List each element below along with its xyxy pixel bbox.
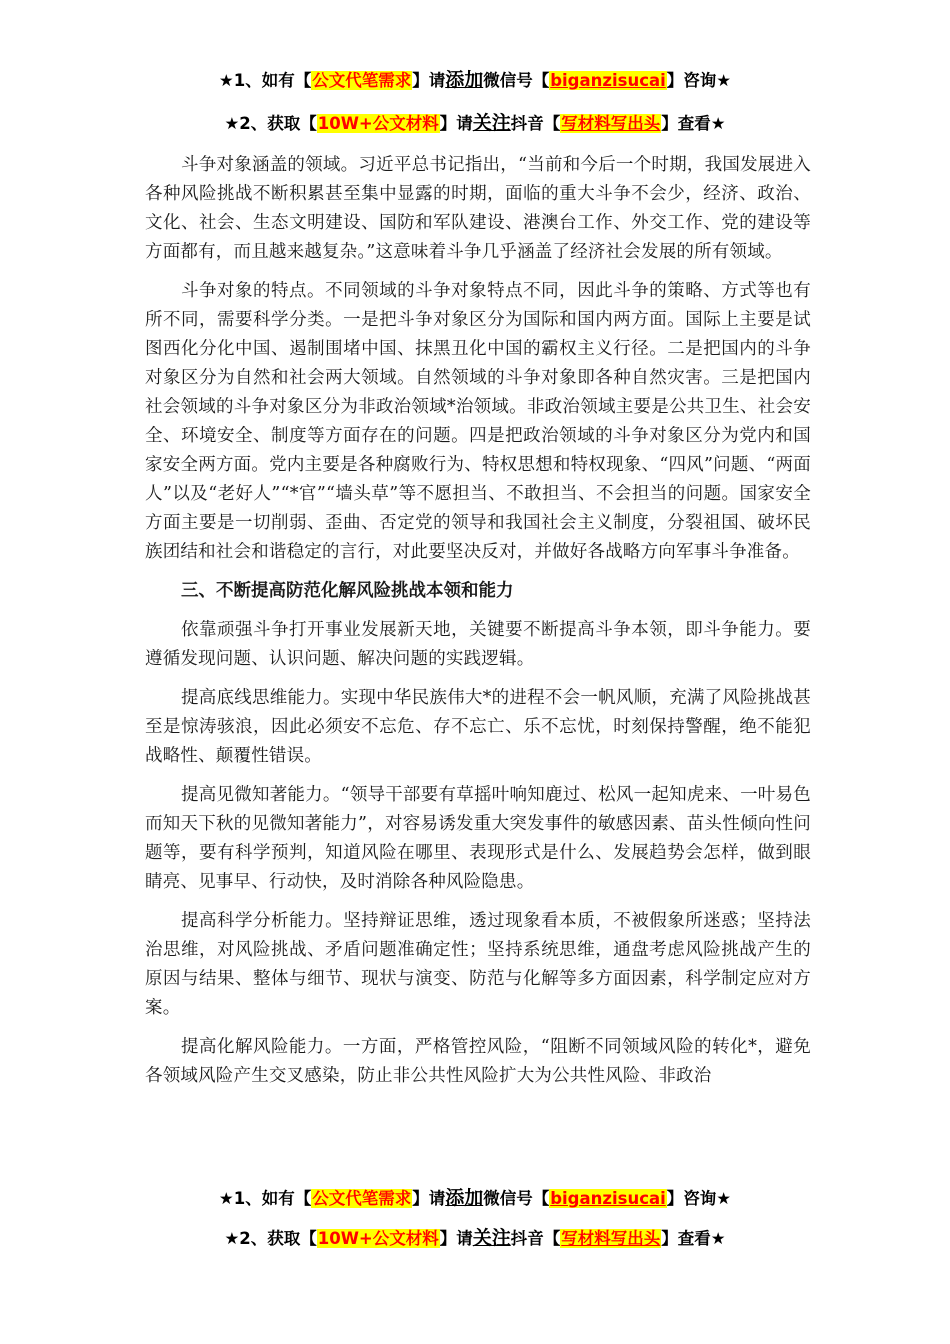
footer-line-2-suffix: 】查看★ (661, 1229, 726, 1248)
footer-line-1-prefix: ★1、如有【 (218, 1189, 312, 1208)
banner-line-2-suffix: 】查看★ (661, 114, 726, 133)
footer-emphasis-add: 添加 (445, 1187, 484, 1209)
highlight-materials: 10W+公文材料 (317, 114, 439, 133)
paragraph-foresight: 提高见微知著能力。“领导干部要有草摇叶响知鹿过、松风一起知虎来、一叶易色而知天下秋的见微知著能力”，对容易诱发重大突发事件的敏感因素、苗头性倾向性问题等，要有科学预判，知道风险在哪里、表现形式是什么、发展趋势会怎样，做到眼睛亮、见事早、行动快，及时消除各种风险隐患。 (145, 785, 811, 892)
footer-emphasis-follow: 关注 (472, 1227, 511, 1249)
footer-highlight-ghostwriting: 公文代笔需求 (312, 1189, 412, 1208)
footer-banner-line-2 (0, 1226, 950, 1251)
highlight-ghostwriting: 公文代笔需求 (312, 71, 412, 90)
paragraph-risk-resolution: 提高化解风险能力。一方面，严格管控风险，“阻断不同领域风险的转化*，避免各领域风险产生交叉感染，防止非公共性风险扩大为公共性风险、非政治 (145, 1037, 811, 1086)
footer-line-2-mid2: 抖音【 (510, 1229, 561, 1248)
banner-line-2-mid: 】请 (439, 114, 473, 133)
footer-douyin-account-link[interactable]: 写材料写出头 (561, 1229, 661, 1248)
document-body (145, 151, 811, 1101)
paragraph-bottom-line-thinking: 提高底线思维能力。实现中华民族伟大*的进程不会一帆风顺，充满了风险挑战甚至是惊涛骇浪，因此必须安不忘危、存不忘亡、乐不忘忧，时刻保持警醒，绝不能犯战略性、颠覆性错误。 (145, 688, 811, 766)
emphasis-add: 添加 (445, 69, 484, 91)
footer-wechat-id-link[interactable]: biganzisucai (550, 1189, 666, 1208)
footer-line-1-mid2: 微信号【 (483, 1189, 550, 1208)
emphasis-follow: 关注 (472, 112, 511, 134)
douyin-account-link[interactable]: 写材料写出头 (561, 114, 661, 133)
paragraph-scientific-analysis: 提高科学分析能力。坚持辩证思维，透过现象看本质，不被假象所迷惑；坚持法治思维，对风险挑战、矛盾问题准确定性；坚持系统思维，通盘考虑风险挑战产生的原因与结果、整体与细节、现状与演变、防范与化解等多方面因素，科学制定应对方案。 (145, 911, 811, 1018)
banner-line-1-prefix: ★1、如有【 (218, 71, 312, 90)
banner-line-2-prefix: ★2、获取【 (224, 114, 317, 133)
banner-line-1-suffix: 】咨询★ (666, 71, 732, 90)
paragraph-intro: 依靠顽强斗争打开事业发展新天地，关键要不断提高斗争本领，即斗争能力。要遵循发现问题、认识问题、解决问题的实践逻辑。 (145, 620, 811, 669)
paragraph-struggle-domains: 斗争对象涵盖的领域。习近平总书记指出，“当前和今后一个时期，我国发展进入各种风险挑战不断积累甚至集中显露的时期，面临的重大斗争不会少，经济、政治、文化、社会、生态文明建设、国防和军队建设、港澳台工作、外交工作、党的建设等方面都有，而且越来越复杂。”这意味着斗争几乎涵盖了经济社会发展的所有领域。 (145, 155, 811, 262)
banner-line-1 (0, 68, 950, 93)
section-heading: 三、不断提高防范化解风险挑战本领和能力 (181, 581, 514, 601)
footer-highlight-materials: 10W+公文材料 (317, 1229, 439, 1248)
footer-line-2-prefix: ★2、获取【 (224, 1229, 317, 1248)
footer-line-1-suffix: 】咨询★ (666, 1189, 732, 1208)
banner-line-2 (0, 111, 950, 136)
footer-banner-line-1 (0, 1186, 950, 1211)
banner-line-1-mid2: 微信号【 (483, 71, 550, 90)
wechat-id-link[interactable]: biganzisucai (550, 71, 666, 90)
paragraph-struggle-characteristics: 斗争对象的特点。不同领域的斗争对象特点不同，因此斗争的策略、方式等也有所不同，需要科学分类。一是把斗争对象区分为国际和国内两方面。国际上主要是试图西化分化中国、遏制围堵中国、抹黑丑化中国的霸权主义行径。二是把国内的斗争对象区分为自然和社会两大领域。自然领域的斗争对象即各种自然灾害。三是把国内社会领域的斗争对象区分为非政治领域*治领域。非政治领域主要是公共卫生、社会安全、环境安全、制度等方面存在的问题。四是把政治领域的斗争对象区分为党内和国家安全两方面。党内主要是各种腐败行为、特权思想和特权现象、“四风”问题、“两面人”以及“老好人”“*官”“墙头草”等不愿担当、不敢担当、不会担当的问题。国家安全方面主要是一切削弱、歪曲、否定党的领导和我国社会主义制度，分裂祖国、破坏民族团结和社会和谐稳定的言行，对此要坚决反对，并做好各战略方向军事斗争准备。 (145, 281, 811, 562)
banner-line-2-mid2: 抖音【 (510, 114, 561, 133)
banner-line-1-mid: 】请 (412, 71, 446, 90)
footer-line-2-mid: 】请 (439, 1229, 473, 1248)
footer-line-1-mid: 】请 (412, 1189, 446, 1208)
